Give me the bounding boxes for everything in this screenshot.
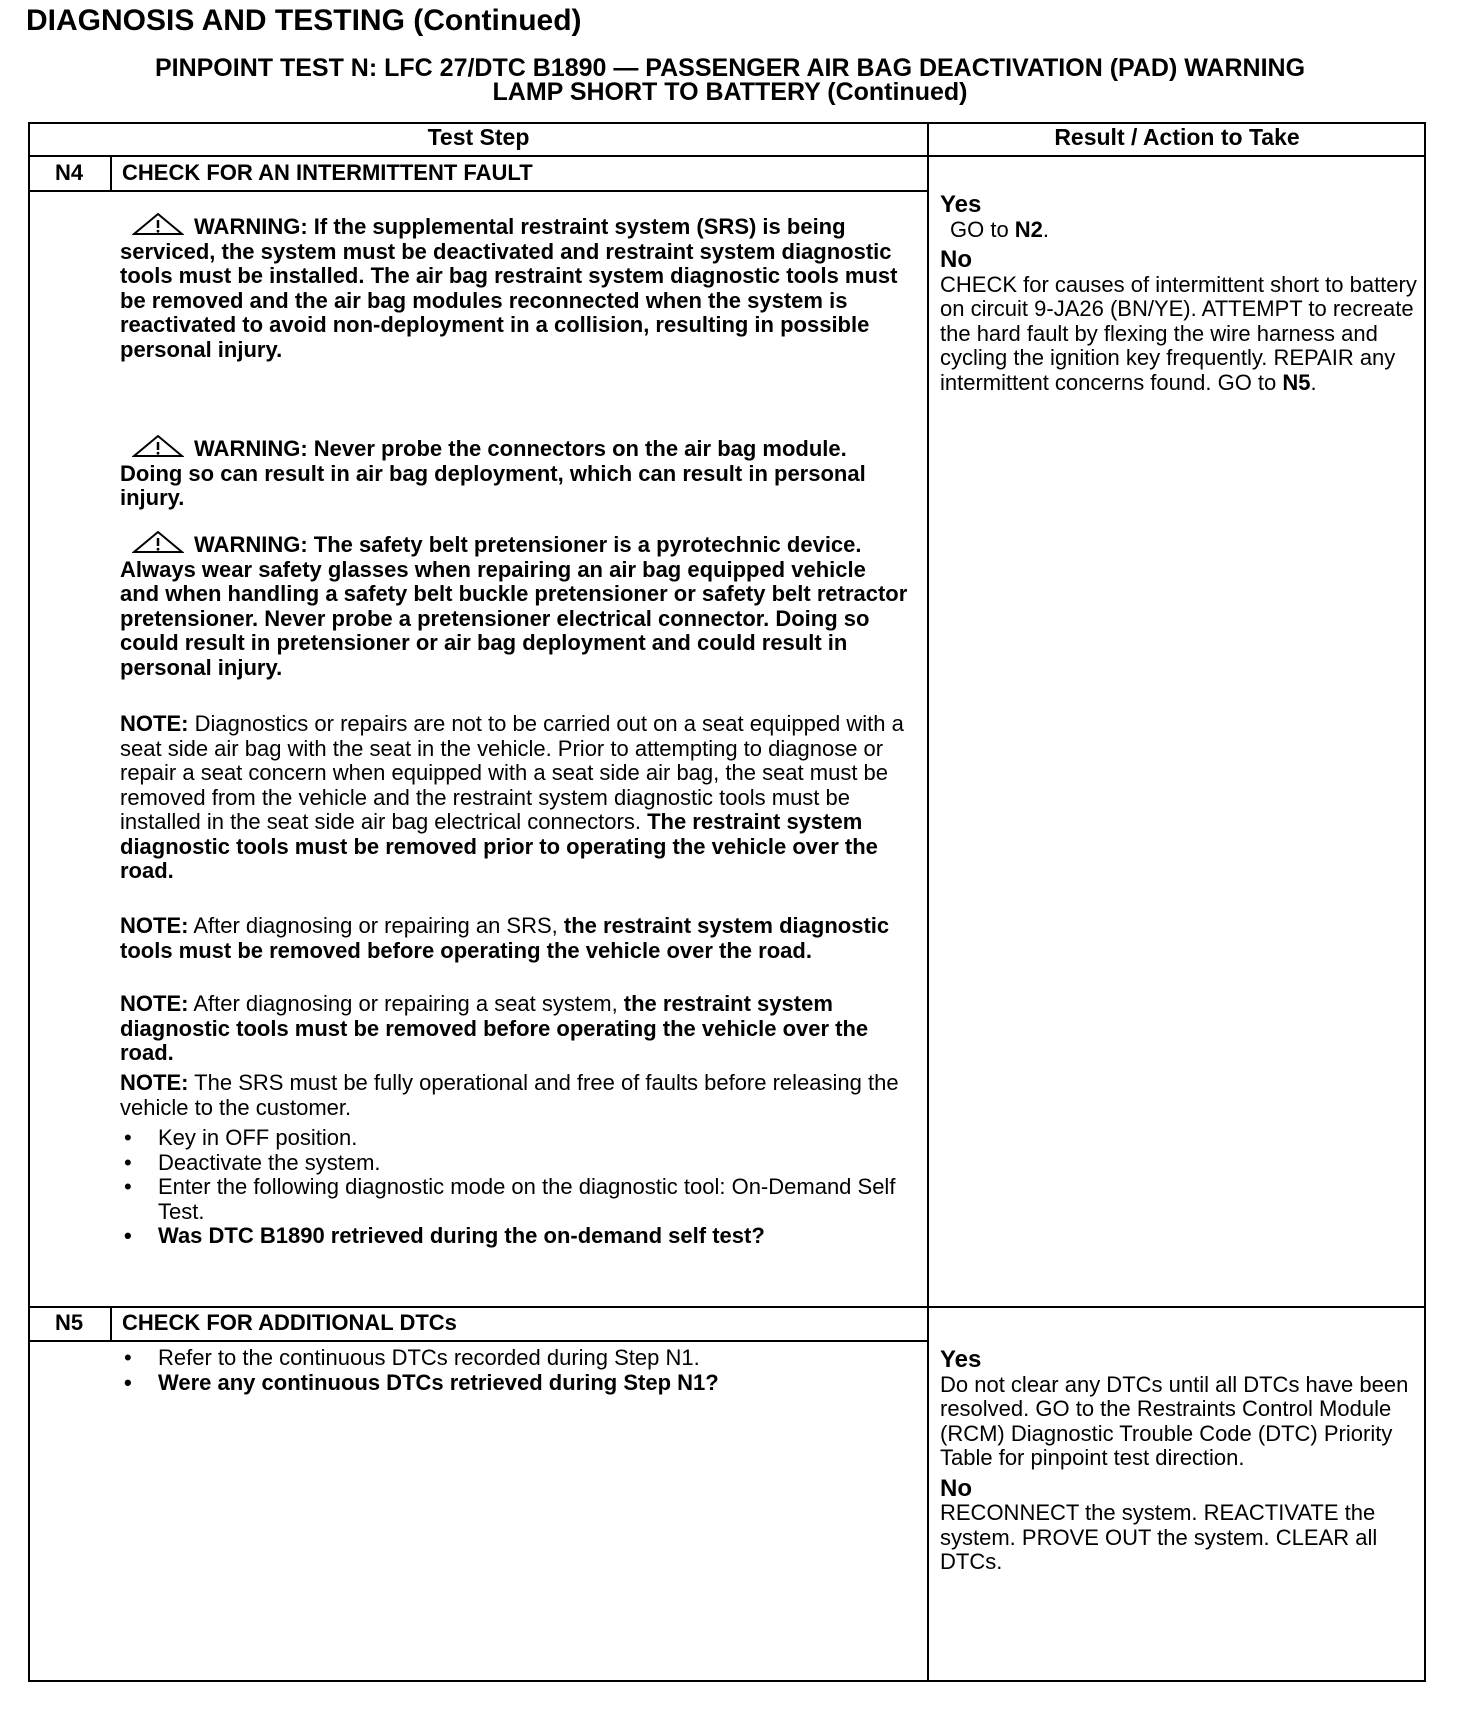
result-no-action: RECONNECT the system. REACTIVATE the system. PROVE OUT the system. CLEAR all DTCs. [940, 1500, 1378, 1574]
warning-srs-service [120, 212, 910, 362]
note-emphasis: the restraint system diagnostic tools must be removed before operating the vehicle over the road. [120, 913, 890, 963]
list-item: • Enter the following diagnostic mode on the diagnostic tool: On-Demand Self Test. [120, 1175, 910, 1224]
step-number-n4: N4 [54, 160, 84, 185]
page-heading: DIAGNOSIS AND TESTING (Continued) [26, 4, 582, 37]
list-item: • Refer to the continuous DTCs recorded during Step N1. [120, 1346, 910, 1371]
pinpoint-test-title-line1: PINPOINT TEST N: LFC 27/DTC B1890 — PASSENGER AIR BAG DEACTIVATION (PAD) WARNING [154, 54, 1306, 82]
result-no-label: No [940, 246, 972, 273]
warning-triangle-icon [132, 530, 184, 554]
result-yes-label: Yes [940, 191, 982, 218]
warning-probe-connectors [120, 434, 910, 511]
warning-triangle-icon [132, 212, 184, 236]
column-header-test-step: Test Step [427, 124, 530, 150]
note-label: NOTE: [120, 1070, 189, 1095]
note-text: After diagnosing or repairing an SRS, [188, 913, 564, 938]
warning-pretensioner [120, 530, 910, 680]
goto-n5-link[interactable]: N5 [1282, 369, 1311, 395]
warning-text: WARNING: Never probe the connectors on the air bag module. Doing so can result in air bag deployment, which can result in personal injury. [120, 436, 866, 510]
note-label: NOTE: [120, 913, 189, 938]
n4-result [940, 193, 1425, 395]
column-divider [927, 122, 929, 1682]
n4-num-divider [110, 155, 112, 191]
note-label: NOTE: [120, 991, 189, 1016]
n4-title-divider [28, 190, 928, 192]
note-label: NOTE: [120, 711, 189, 736]
step-title-n4: CHECK FOR AN INTERMITTENT FAULT [122, 160, 533, 185]
n5-result [940, 1348, 1425, 1575]
result-no-label: No [940, 1474, 972, 1502]
column-header-result: Result / Action to Take [1054, 124, 1300, 150]
warning-text: WARNING: If the supplemental restraint system (SRS) is being serviced, the system must be deactivated and restraint system diagnostic tools must be installed. The air bag restraint system diagnostic tools must be removed and the air bag modules reconnected when the system is reactivated to avoid non-deployment in a collision, resulting in possible personal injury. [120, 214, 898, 362]
n5-title-divider [28, 1340, 928, 1342]
warning-text: WARNING: The safety belt pretensioner is a pyrotechnic device. Always wear safety glasses when repairing an air bag equipped vehicle and when handling a safety belt buckle pretensioner or safety belt retractor pretensioner. Never probe a pretensioner electrical connector. Doing so could result in pretensioner or air bag deployment and could result in personal injury. [120, 532, 908, 680]
note-seat-side-airbag [120, 712, 910, 884]
note-text: After diagnosing or repairing a seat system, [188, 991, 624, 1016]
n5-procedure-list [120, 1346, 910, 1395]
n4-procedure-list [120, 1126, 910, 1249]
note-emphasis: The restraint system diagnostic tools must be removed prior to operating the vehicle over the road. [120, 809, 878, 883]
note-after-srs [120, 914, 910, 963]
list-item-question: • Were any continuous DTCs retrieved during Step N1? [120, 1371, 910, 1396]
pinpoint-test-title [60, 56, 1400, 104]
result-no-action: CHECK for causes of intermittent short to battery on circuit 9-JA26 (BN/YE). ATTEMPT to recreate the hard fault by flexing the wire harness and cycling the ignition key frequently. REPAIR any intermittent concerns found. GO to N5. [940, 271, 1417, 395]
n5-row-divider [28, 1306, 1426, 1308]
note-emphasis: the restraint system diagnostic tools must be removed before operating the vehicle over the road. [120, 991, 869, 1065]
note-text: Diagnostics or repairs are not to be carried out on a seat equipped with a seat side air bag with the seat in the vehicle. Prior to attempting to diagnose or repair a seat concern when equipped with a seat side air bag, the seat must be removed from the vehicle and the restraint system diagnostic tools must be installed in the seat side air bag electrical connectors. [120, 711, 904, 834]
goto-n2-link[interactable]: N2 [1014, 216, 1043, 242]
list-item-question: • Was DTC B1890 retrieved during the on-demand self test? [120, 1224, 910, 1249]
n5-num-divider [110, 1306, 112, 1341]
result-yes-label: Yes [940, 1346, 982, 1373]
result-yes-action: GO to N2. [950, 216, 1050, 242]
result-yes-action: Do not clear any DTCs until all DTCs have been resolved. GO to the Restraints Control Module (RCM) Diagnostic Trouble Code (DTC) Priority Table for pinpoint test direction. [940, 1371, 1409, 1470]
note-after-seat [120, 992, 910, 1066]
step-number-n5: N5 [54, 1310, 84, 1335]
warning-triangle-icon [132, 434, 184, 458]
list-item: • Key in OFF position. [120, 1126, 910, 1151]
note-srs-operational [120, 1071, 910, 1120]
pinpoint-test-title-line2: LAMP SHORT TO BATTERY (Continued) [492, 78, 968, 106]
header-divider [28, 155, 1426, 157]
step-title-n5: CHECK FOR ADDITIONAL DTCs [122, 1310, 457, 1335]
note-text: The SRS must be fully operational and free of faults before releasing the vehicle to the customer. [120, 1070, 899, 1120]
list-item: • Deactivate the system. [120, 1151, 910, 1176]
